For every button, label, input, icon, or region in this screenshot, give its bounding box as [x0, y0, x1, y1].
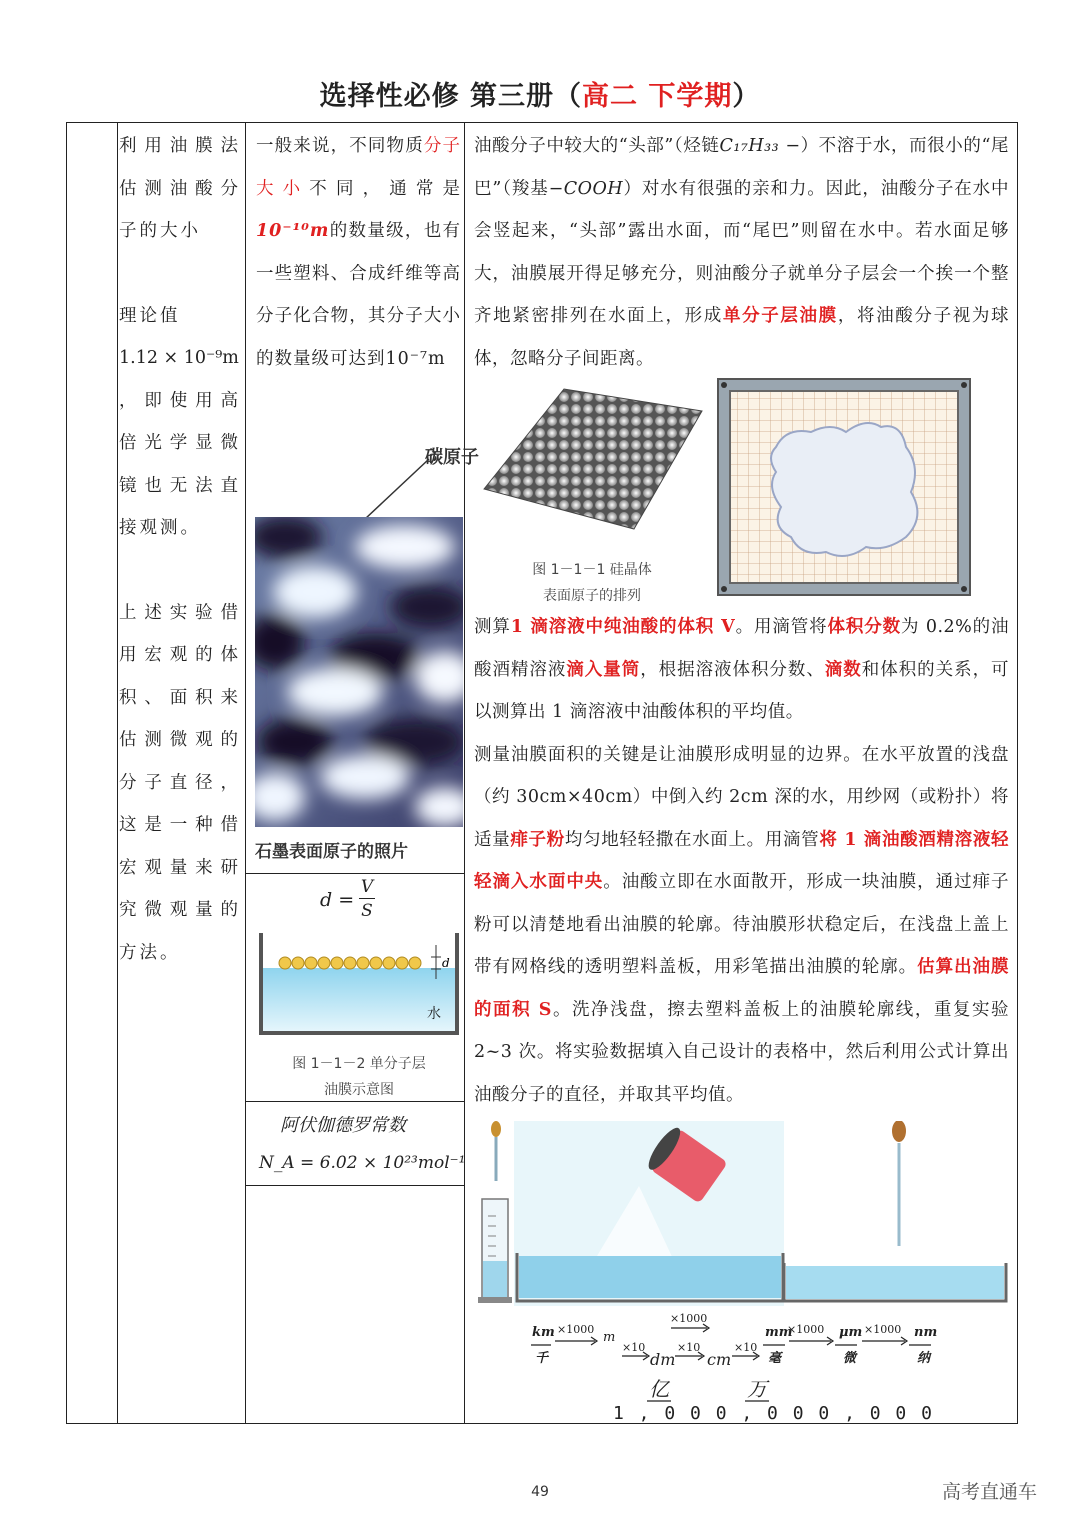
page-number: 49 — [531, 1484, 549, 1500]
billion-number: 1 , 0 0 0 , 0 0 0 , 0 0 0 — [613, 1403, 934, 1424]
unit-m: m — [603, 1330, 616, 1345]
topic-title: 利用油膜法估测油酸分子的大小 — [119, 136, 241, 241]
unit-um: μm — [839, 1325, 863, 1340]
silicon-caption: 图 1－1－1 硅晶体 表面原子的排列 — [532, 562, 652, 604]
avogadro-value: N_A = 6.02 × 10²³mol⁻¹ — [259, 1153, 466, 1173]
carbon-label: 碳原子 — [425, 447, 479, 468]
unit-mm: mm — [765, 1325, 793, 1340]
paragraph-molecule: 油酸分子中较大的“头部”（烃链C₁₇H₃₃ −）不溶于水，而很小的“尾巴”（羧基−COOH）对水有很强的亲和力。因此，油酸分子在水中会竖起来，“头部”露出水面，而“尾巴”则留在水中。若水面足够大，油膜展开得足够充分，则油酸分子就单分子层会一个挨一个整齐地紧密排列在水面上，形成单分子层油膜，将油酸分子视为球体，忽略分子间距离。 — [474, 136, 1010, 369]
diagram-caption: 图 1－1－2 单分子层 油膜示意图 — [292, 1056, 426, 1098]
explanation-column — [474, 125, 1009, 380]
experiment-illustration — [474, 1121, 1009, 1311]
water-label: 水 — [427, 1006, 441, 1022]
formula-d: d = — [320, 889, 355, 911]
unit-x1000-a: ×1000 — [557, 1323, 595, 1336]
cell-divider — [245, 873, 464, 874]
label-wan: 万 — [747, 1377, 767, 1401]
content-table — [66, 122, 1018, 1424]
unit-x1000-d: ×1000 — [864, 1323, 902, 1336]
unit-qian: 千 — [535, 1351, 549, 1366]
notes-column — [256, 125, 461, 380]
formula-num: V — [360, 877, 374, 897]
topic-column — [119, 125, 241, 974]
cell-divider — [245, 1185, 464, 1186]
table-divider — [464, 123, 465, 1423]
unit-cm: cm — [707, 1350, 732, 1369]
label-yi: 亿 — [649, 1377, 669, 1401]
avogadro-label: 阿伏伽德罗常数 — [280, 1115, 406, 1136]
watermark: 高考直通车 — [942, 1481, 1038, 1503]
table-divider — [245, 123, 246, 1423]
unit-hao: 毫 — [768, 1351, 782, 1366]
unit-km: km — [532, 1325, 555, 1340]
unit-x10-a: ×10 — [622, 1341, 646, 1354]
method-note: 上述实验借用宏观的体积、面积来估测微观的分子直径，这是一种借宏观量来研究微观量的方法。 — [119, 602, 241, 963]
page-title: 选择性必修 第三册（高二 下学期） — [319, 81, 761, 112]
unit-x1000-b: ×1000 — [670, 1312, 708, 1325]
silicon-surface-image — [474, 379, 704, 539]
graphite-caption: 石墨表面原子的照片 — [255, 842, 408, 862]
formula-den: S — [361, 901, 373, 921]
unit-na: 纳 — [917, 1351, 931, 1366]
theory-label: 理论值 — [119, 305, 181, 326]
unit-x1000-c: ×1000 — [787, 1323, 825, 1336]
paragraph-area: 测量油膜面积的关键是让油膜形成明显的边界。在水平放置的浅盘（约 30cm×40cm）中倒入约 2cm 深的水，用纱网（或粉扑）将适量痱子粉均匀地轻轻撒在水面上。用滴管将 1 滴油酸酒精溶液轻轻滴入水面中央。油酸立即在水面散开，形成一块油膜，通过痱子粉可以清楚地看出油膜的轮廓。待油膜形状稳定后，在浅盘上盖上带有网格线的透明塑料盖板，用彩笔描出油膜的轮廓。估算出油膜的面积 S。洗净浅盘，擦去塑料盖板上的油膜轮廓线，重复实验 2~3 次。将实验数据填入自己设计的表格中，然后利用公式计算出油酸分子的直径，并取其平均值。 — [474, 744, 1010, 1105]
unit-nm: nm — [914, 1325, 938, 1340]
unit-x10-c: ×10 — [734, 1341, 758, 1354]
graphite-photo — [255, 517, 463, 827]
unit-wei: 微 — [843, 1351, 857, 1366]
grid-tray-image — [716, 377, 972, 597]
paragraph-volume: 测算1 滴溶液中纯油酸的体积 V。用滴管将体积分数为 0.2%的油酸酒精溶液滴入量筒，根据溶液体积分数、滴数和体积的关系，可以测算出 1 滴溶液中油酸体积的平均值。 — [474, 617, 1010, 722]
theory-value: 1.12 × 10⁻⁹m — [119, 348, 239, 368]
explanation-column-lower — [474, 606, 1009, 1116]
theory-desc: ，即使用高倍光学显微镜也无法直接观测。 — [119, 390, 241, 538]
svg-text:d: d — [442, 956, 450, 970]
monolayer-diagram — [255, 923, 463, 1043]
table-divider — [117, 123, 118, 1423]
unit-dm: dm — [650, 1350, 676, 1369]
magnitude-intro: 一般来说，不同物质分子大小不同，通常是10⁻¹⁰m的数量级，也有一些塑料、合成纤维等高分子化合物，其分子大小的数量级可达到10⁻⁷m — [256, 136, 462, 369]
unit-x10-b: ×10 — [677, 1341, 701, 1354]
